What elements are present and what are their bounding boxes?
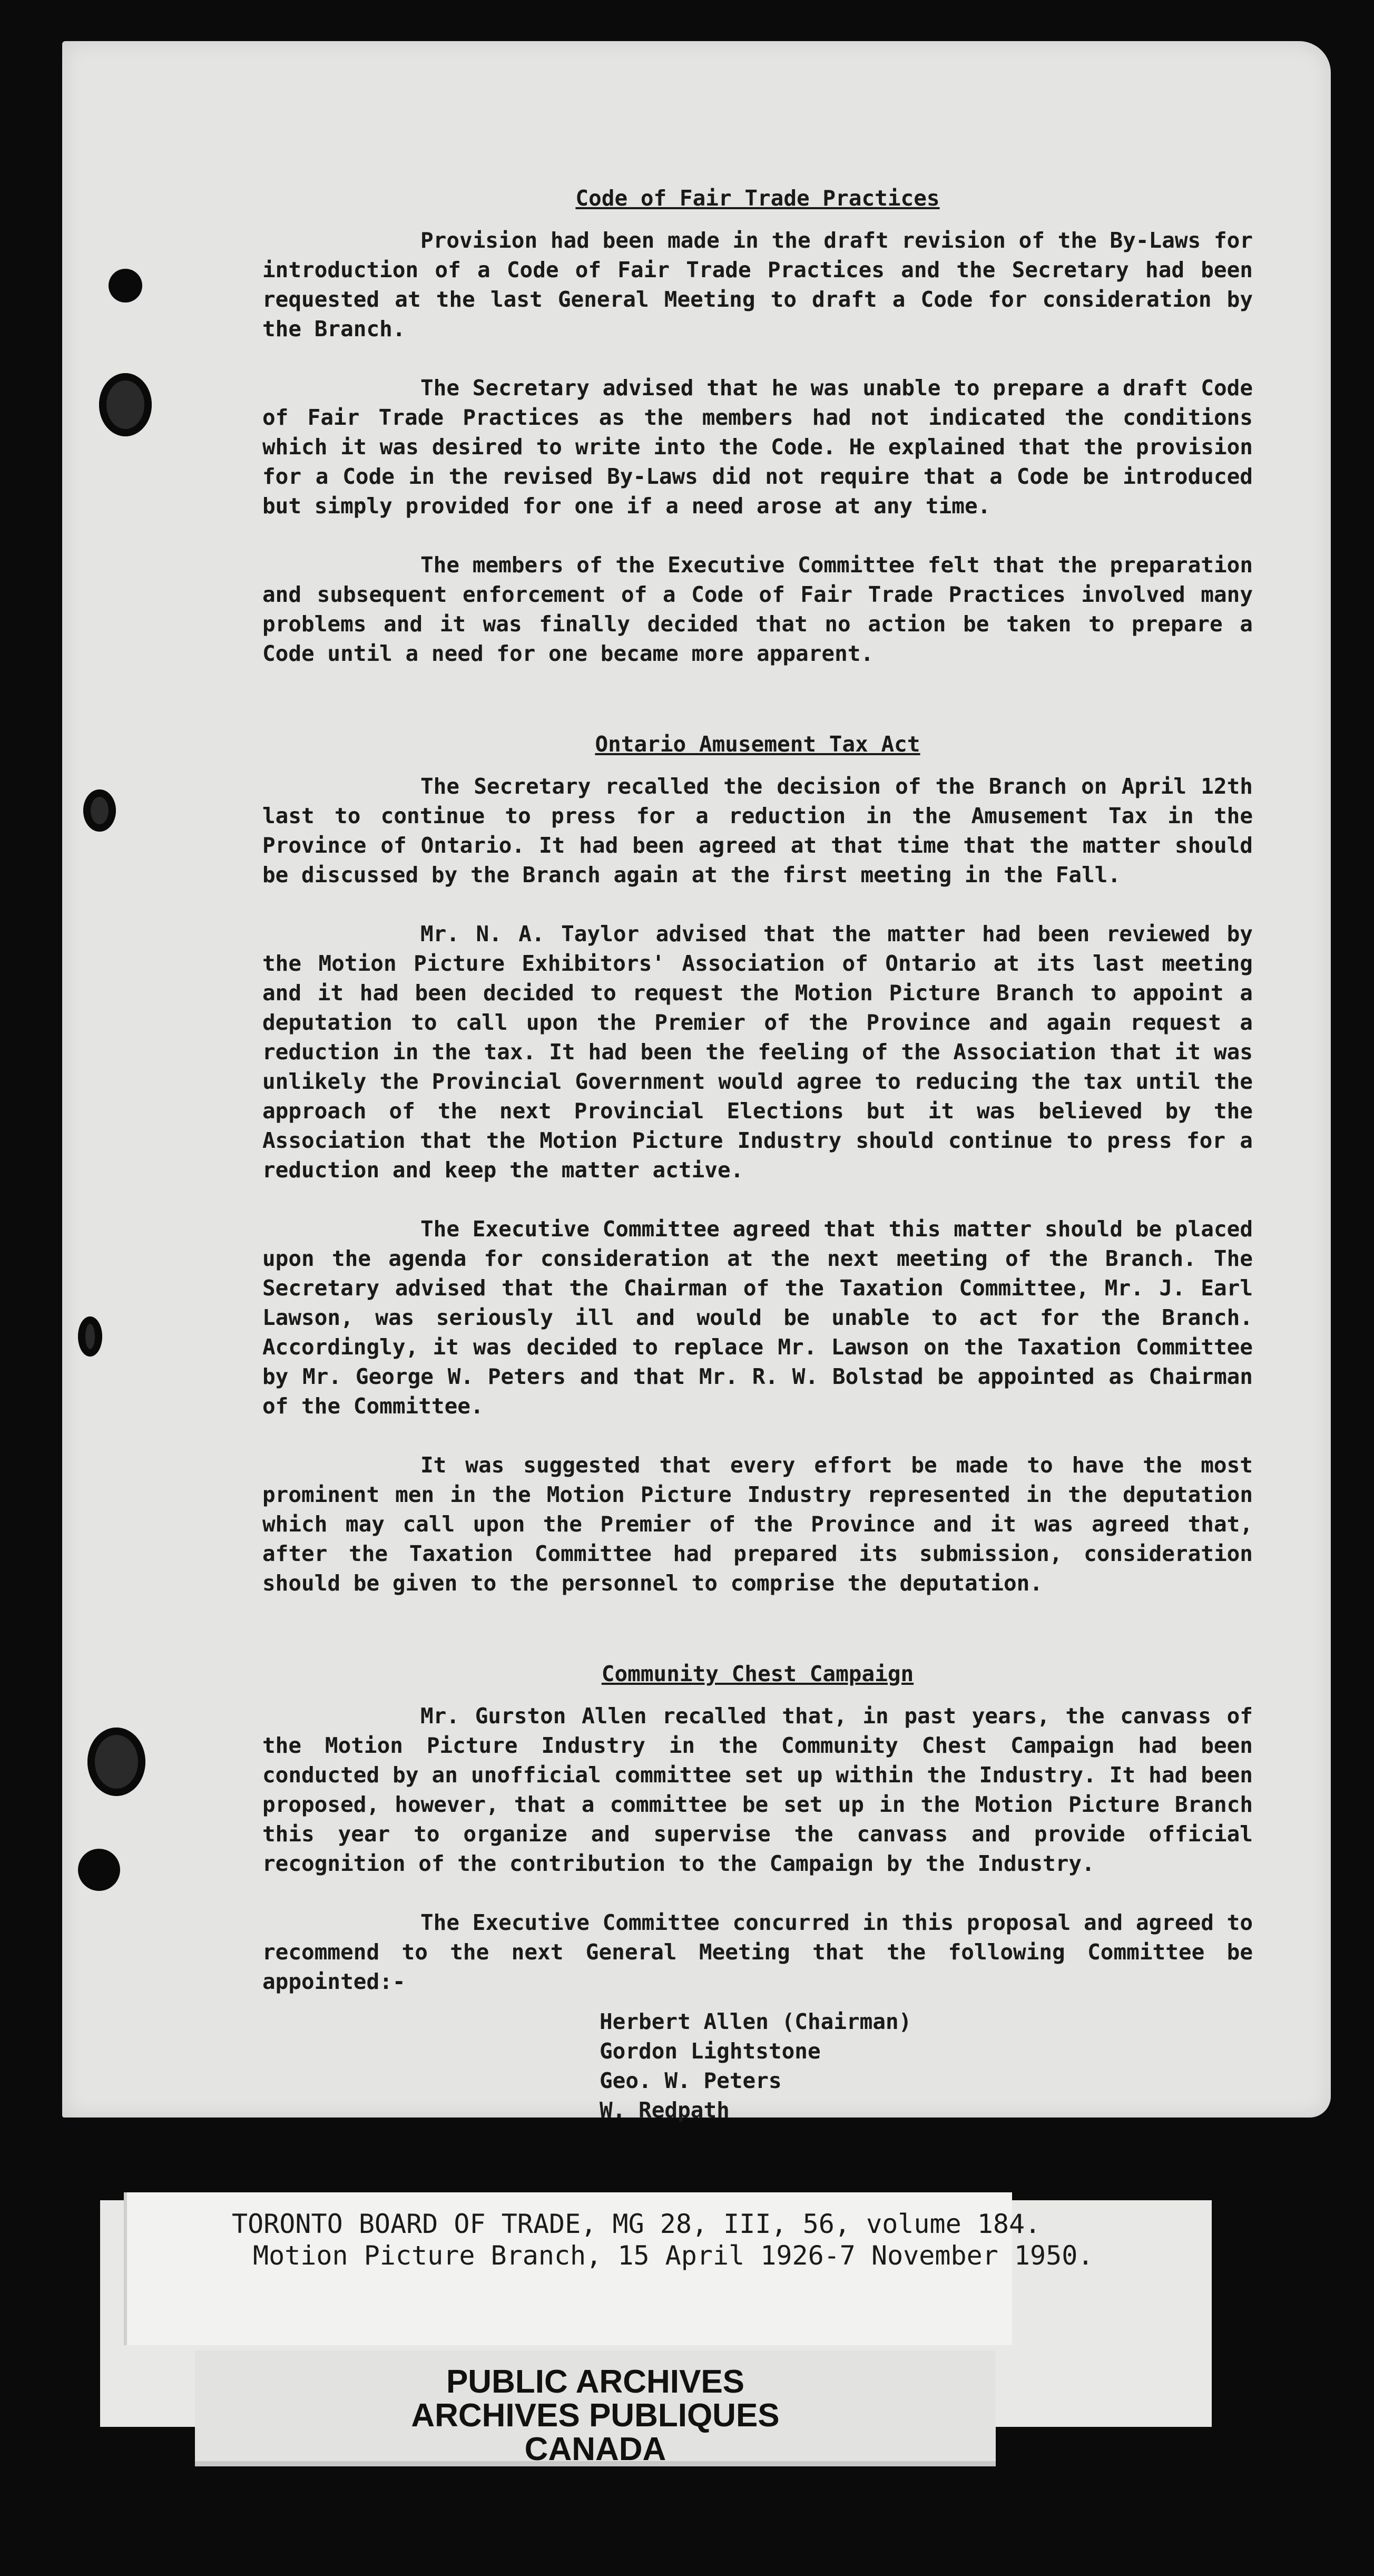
archive-reference: [232, 2208, 1093, 2271]
section-community-chest: [262, 1659, 1253, 2125]
paragraph: It was suggested that every effort be made to have the most prominent men in the Motion Picture Industry represented in the deputation which may call upon the Premier of the Province and it was agreed that, after the Taxation Committee had prepared its submission, consideration should be given to the personnel to comprise the deputation.: [262, 1452, 1253, 1596]
punch-hole-4: [78, 1316, 102, 1357]
paragraph: The Executive Committee agreed that this matter should be placed upon the agenda for consideration at the next meeting of the Branch. The Secretary advised that the Chairman of the Taxation Committee, Mr. J. Earl Lawson, was seriously ill and would be unable to act for the Branch. Accordingly, it was decided to replace Mr. Lawson on the Taxation Committee by Mr. George W. Peters and that Mr. R. W. Bolstad be appointed as Chairman of the Committee.: [262, 1216, 1253, 1419]
paragraph: The members of the Executive Committee felt that the preparation and subsequent enforcement of a Code of Fair Trade Practices involved many problems and it was finally decided that no action be taken to prepare a Code until a need for one became more apparent.: [262, 552, 1253, 666]
heading-fair-trade: Code of Fair Trade Practices: [575, 186, 940, 211]
paragraph: Mr. Gurston Allen recalled that, in past years, the canvass of the Motion Picture Industry in the Community Chest Campaign had been conducted by an unofficial committee set up within the Industry. It had been proposed, however, that a committee be set up in the Motion Picture Branch this year to organize and supervise the canvass and provide official recognition of the contribution to the Campaign by the Industry.: [262, 1703, 1253, 1876]
committee-member: Gordon Lightstone: [600, 2038, 821, 2064]
archive-reference-line: Motion Picture Branch, 15 April 1926-7 November 1950.: [253, 2240, 1094, 2271]
stamp-line: ARCHIVES PUBLIQUES: [411, 2397, 780, 2434]
punch-hole-2: [99, 373, 152, 436]
document-page: [62, 41, 1331, 2123]
committee-member: W. Redpath: [600, 2097, 730, 2123]
punch-hole-6: [78, 1849, 120, 1891]
archive-reference-line: TORONTO BOARD OF TRADE, MG 28, III, 56, volume 184.: [232, 2209, 1041, 2239]
punch-hole-3: [83, 789, 116, 832]
paragraph: The Secretary advised that he was unable to prepare a draft Code of Fair Trade Practices as the members had not indicated the conditions which it was desired to write into the Code. He explained that the provision for a Code in the revised By-Laws did not require that a Code be introduced but simply provided for one if a need arose at any time.: [262, 375, 1253, 519]
committee-member: Geo. W. Peters: [600, 2068, 782, 2093]
section-amusement-tax: [262, 729, 1253, 1598]
typed-minutes: [262, 183, 1253, 2125]
paragraph: Mr. N. A. Taylor advised that the matter had been reviewed by the Motion Picture Exhibitors' Association of Ontario at its last meeting and it had been decided to request the Motion Picture Branch to appoint a deputation to call upon the Premier of the Province and again request a reduction in the tax. It had been the feeling of the Association that it was unlikely the Provincial Government would agree to reducing the tax until the approach of the next Provincial Elections but it was believed by the Association that the Motion Picture Industry should continue to press for a reduction and keep the matter active.: [262, 921, 1253, 1183]
committee-list: [600, 2007, 1253, 2125]
paragraph: The Secretary recalled the decision of the Branch on April 12th last to continue to press for a reduction in the Amusement Tax in the Province of Ontario. It had been agreed at that time that the matter should be discussed by the Branch again at the first meeting in the Fall.: [262, 774, 1253, 887]
paragraph: The Executive Committee concurred in this proposal and agreed to recommend to the next General Meeting that the following Committee be appointed:-: [262, 1910, 1253, 1994]
heading-amusement-tax: Ontario Amusement Tax Act: [595, 731, 920, 757]
stamp-line: PUBLIC ARCHIVES: [446, 2364, 745, 2400]
punch-hole-5: [87, 1728, 145, 1796]
section-fair-trade: [262, 183, 1253, 668]
committee-member: Herbert Allen (Chairman): [600, 2009, 912, 2034]
punch-hole-1: [109, 269, 142, 303]
paragraph: Provision had been made in the draft revision of the By-Laws for introduction of a Code of Fair Trade Practices and the Secretary had been requested at the last General Meeting to draft a Code for consideration by the Branch.: [262, 228, 1253, 341]
heading-community-chest: Community Chest Campaign: [601, 1661, 914, 1686]
public-archives-stamp: [195, 2350, 996, 2467]
stamp-line: CANADA: [524, 2431, 666, 2467]
